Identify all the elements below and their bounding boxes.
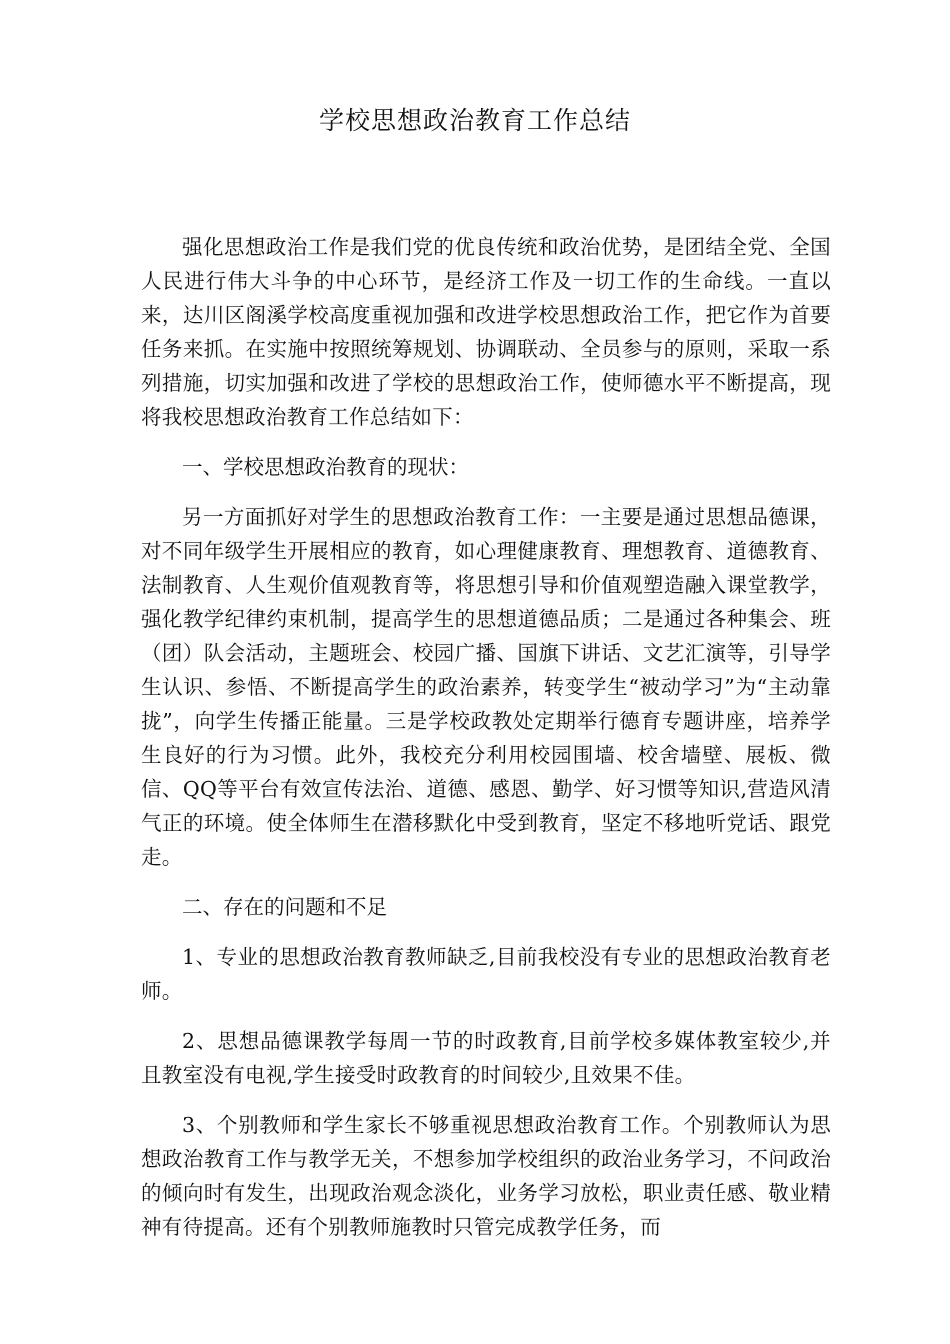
section-heading-problems: 二、存在的问题和不足: [182, 895, 387, 919]
document-title: 学校思想政治教育工作总结: [318, 106, 631, 135]
paragraph-problem-1: 1、专业的思想政治教育教师缺乏,目前我校没有专业的思想政治教育老师。: [141, 945, 831, 1003]
paragraph-student-education: 另一方面抓好对学生的思想政治教育工作：一主要是通过思想品德课，对不同年级学生开展相应的教育，如心理健康教育、理想教育、道德教育、法制教育、人生观价值观教育等，将思想引导和价值观塑造融入课堂教学，强化教学纪律约束机制，提高学生的思想道德品质；二是通过各种集会、班（团）队会活动，主题班会、校园广播、国旗下讲话、文艺汇演等，引导学生认识、参悟、不断提高学生的政治素养，转变学生“被动学习”为“主动靠拢”，向学生传播正能量。三是学校政教处定期举行德育专题讲座，培养学生良好的行为习惯。此外，我校充分利用校园围墙、校舍墙壁、展板、微信、QQ等平台有效宣传法治、道德、感恩、勤学、好习惯等知识,营造风清气正的环境。使全体师生在潜移默化中受到教育，坚定不移地听党话、跟党走。: [141, 505, 831, 869]
section-heading-current-status: 一、学校思想政治教育的现状：: [182, 455, 469, 479]
paragraph-problem-2: 2、思想品德课教学每周一节的时政教育,目前学校多媒体教室较少,并且教室没有电视,学生接受时政教育的时间较少,且效果不佳。: [141, 1029, 831, 1087]
document-body: [141, 230, 831, 1260]
paragraph-intro: 强化思想政治工作是我们党的优良传统和政治优势，是团结全党、全国人民进行伟大斗争的中心环节，是经济工作及一切工作的生命线。一直以来，达川区阁溪学校高度重视加强和改进学校思想政治工作，把它作为首要任务来抓。在实施中按照统筹规划、协调联动、全员参与的原则，采取一系列措施，切实加强和改进了学校的思想政治工作，使师德水平不断提高，现将我校思想政治教育工作总结如下：: [141, 235, 831, 429]
paragraph-problem-3: 3、个别教师和学生家长不够重视思想政治教育工作。个别教师认为思想政治教育工作与教学无关，不想参加学校组织的政治业务学习，不问政治的倾向时有发生，出现政治观念淡化，业务学习放松，职业责任感、敬业精神有待提高。还有个别教师施教时只管完成教学任务，而: [141, 1113, 831, 1239]
